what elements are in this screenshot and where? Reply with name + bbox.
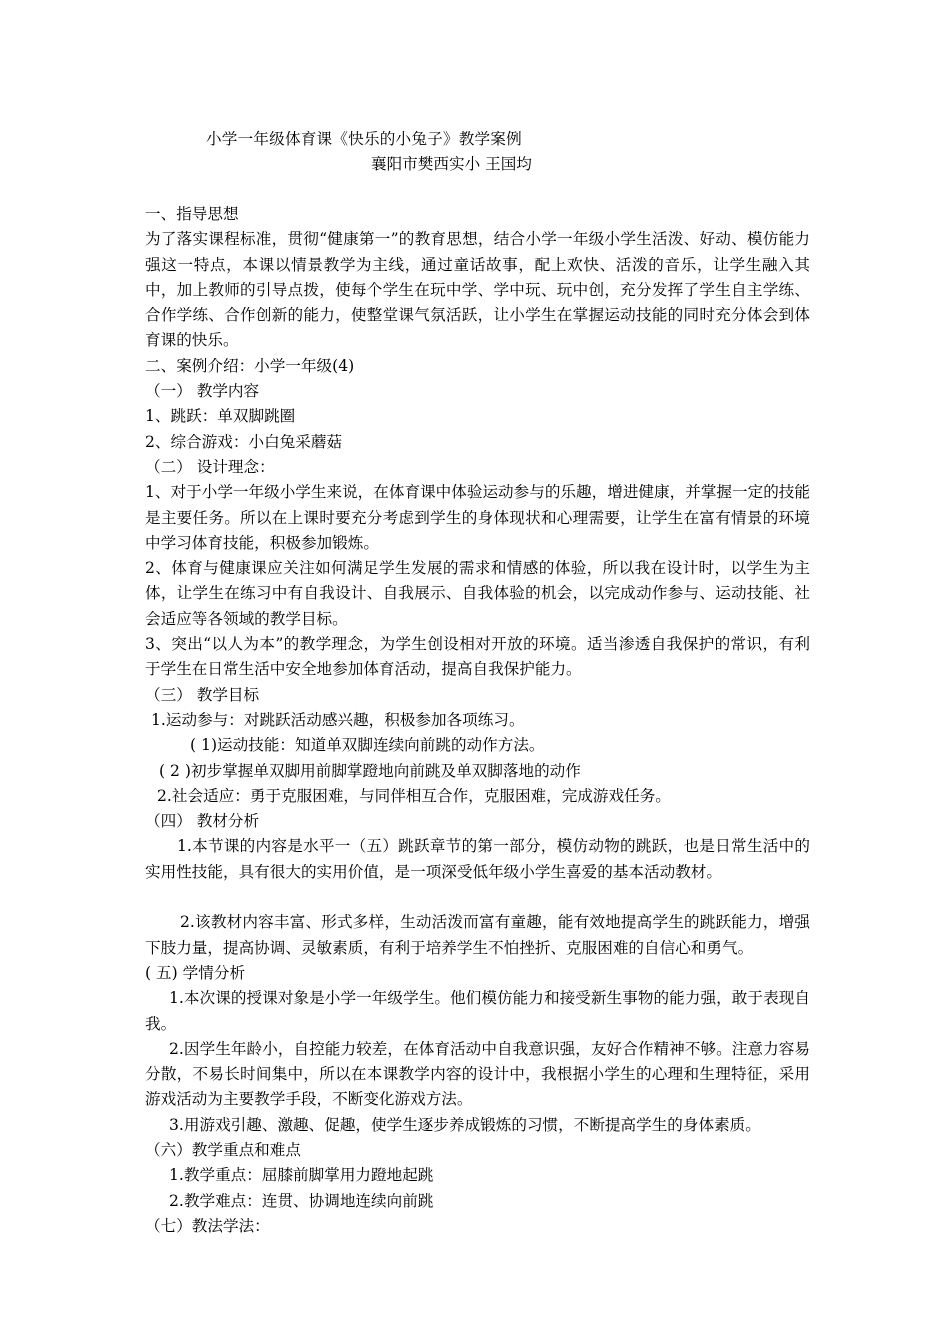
key-point-item-2: 2.教学难点：连贯、协调地连续向前跳 <box>169 1191 434 1210</box>
goal-item-2: 2.社会适应：勇于克服困难，与同伴相互合作，克服困难，完成游戏任务。 <box>157 786 671 805</box>
content-item-2: 2、综合游戏：小白兔采蘑菇 <box>145 432 343 451</box>
subsection-heading-design: （二） 设计理念： <box>145 457 275 476</box>
section-heading-guiding-idea: 一、指导思想 <box>145 205 239 223</box>
author-line: 襄阳市樊西实小 王国均 <box>371 155 532 173</box>
design-item-3: 3、突出“以人为本”的教学理念，为学生创设相对开放的环境。适当渗透自我保护的常识，有利于学生在日常生活中安全地参加体育活动，提高自我保护能力。 <box>145 635 810 679</box>
goal-item-1: 1.运动参与：对跳跃活动感兴趣，积极参加各项练习。 <box>151 710 525 729</box>
subsection-heading-student-analysis: ( 五) 学情分析 <box>145 963 246 982</box>
subsection-heading-key-points: （六）教学重点和难点 <box>145 1140 301 1159</box>
student-analysis-item-1: 1.本次课的授课对象是小学一年级学生。他们模仿能力和接受新生事物的能力强，敢于表现自我。 <box>145 989 810 1033</box>
section-heading-case-intro: 二、案例介绍：小学一年级(4) <box>145 356 355 375</box>
guiding-idea-paragraph: 为了落实课程标准，贯彻“健康第一”的教育思想，结合小学一年级小学生活泼、好动、模仿能力强这一特点，本课以情景教学为主线，通过童话故事，配上欢快、活泼的音乐，让学生融入其中，加上教师的引导点拨，使每个学生在玩中学、学中玩、玩中创，充分发挥了学生自主学练、合作学练、合作创新的能力，使整堂课气氛活跃，让小学生在掌握运动技能的同时充分体会到体育课的快乐。 <box>145 230 810 350</box>
subsection-heading-methods: （七）教法学法： <box>145 1216 270 1235</box>
document-body <box>145 202 810 1239</box>
subsection-heading-goals: （三） 教学目标 <box>145 685 260 704</box>
blank-line <box>145 885 810 910</box>
subsection-heading-material: （四） 教材分析 <box>145 812 260 831</box>
goal-subitem-2: ( 2 )初步掌握单双脚用前脚掌蹬地向前跳及单双脚落地的动作 <box>159 761 581 780</box>
content-item-1: 1、跳跃：单双脚跳圈 <box>145 407 296 426</box>
document-title: 小学一年级体育课《快乐的小兔子》教学案例 <box>206 130 522 148</box>
material-item-1: 1.本节课的内容是水平一（五）跳跃章节的第一部分，模仿动物的跳跃，也是日常生活中的实用性技能，具有很大的实用价值，是一项深受低年级小学生喜爱的基本活动教材。 <box>145 837 810 881</box>
student-analysis-item-3: 3.用游戏引趣、激趣、促趣，使学生逐步养成锻炼的习惯，不断提高学生的身体素质。 <box>169 1115 761 1134</box>
material-item-2: 2.该教材内容丰富、形式多样，生动活泼而富有童趣，能有效地提高学生的跳跃能力，增强下肢力量，提高协调、灵敏素质，有利于培养学生不怕挫折、克服困难的自信心和勇气。 <box>145 913 810 957</box>
key-point-item-1: 1.教学重点：屈膝前脚掌用力蹬地起跳 <box>169 1166 434 1185</box>
design-item-1: 1、对于小学一年级小学生来说，在体育课中体验运动参与的乐趣，增进健康，并掌握一定的技能是主要任务。所以在上课时要充分考虑到学生的身体现状和心理需要，让学生在富有情景的环境中学习体育技能，积极参加锻炼。 <box>145 483 810 552</box>
subsection-heading-content: （一） 教学内容 <box>145 382 260 401</box>
goal-subitem-1: ( 1)运动技能：知道单双脚连续向前跳的动作方法。 <box>190 736 545 755</box>
design-item-2: 2、体育与健康课应关注如何满足学生发展的需求和情感的体验，所以我在设计时，以学生为主体，让学生在练习中有自我设计、自我展示、自我体验的机会，以完成动作参与、运动技能、社会适应等各领域的教学目标。 <box>145 559 810 628</box>
student-analysis-item-2: 2.因学生年龄小，自控能力较差，在体育活动中自我意识强，友好合作精神不够。注意力容易分散，不易长时间集中，所以在本课教学内容的设计中，我根据小学生的心理和生理特征，采用游戏活动为主要教学手段，不断变化游戏方法。 <box>145 1039 810 1109</box>
